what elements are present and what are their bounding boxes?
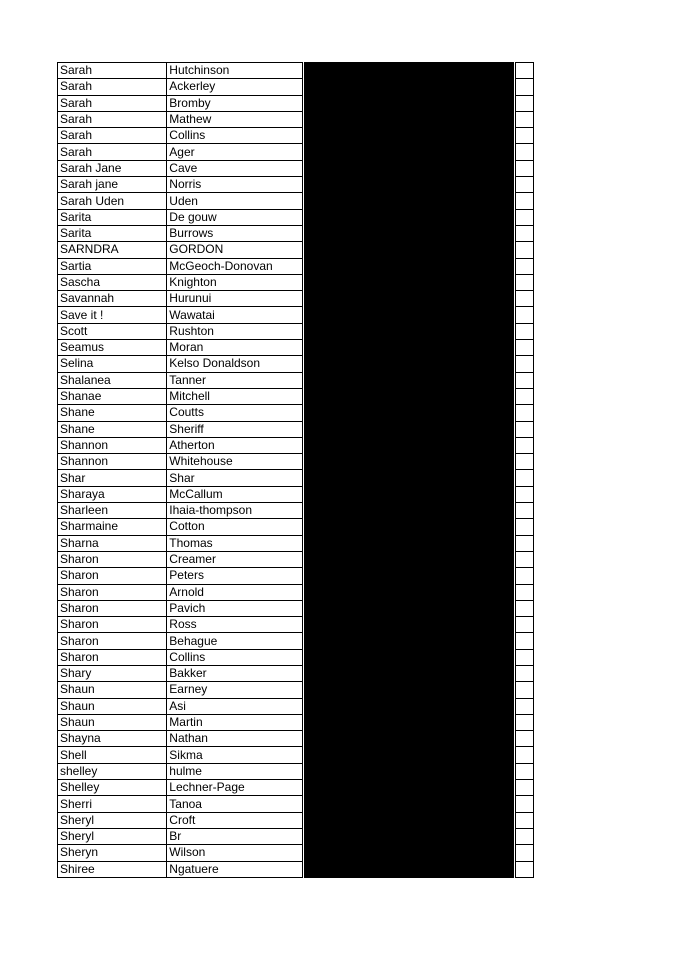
empty-cell: [515, 519, 533, 535]
last-name-cell: Bromby: [167, 95, 303, 111]
last-name-cell: GORDON: [167, 242, 303, 258]
last-name-cell: Creamer: [167, 551, 303, 567]
last-name-cell: Ager: [167, 144, 303, 160]
last-name-cell: Behague: [167, 633, 303, 649]
last-name-cell: Pavich: [167, 600, 303, 616]
last-name-cell: Uden: [167, 193, 303, 209]
first-name-cell: Shalanea: [58, 372, 167, 388]
empty-cell: [515, 551, 533, 567]
first-name-cell: Shell: [58, 747, 167, 763]
empty-cell: [515, 225, 533, 241]
empty-cell: [515, 698, 533, 714]
empty-cell: [515, 437, 533, 453]
first-name-cell: Sharon: [58, 600, 167, 616]
empty-cell: [515, 584, 533, 600]
first-name-cell: Shayna: [58, 731, 167, 747]
last-name-cell: Collins: [167, 649, 303, 665]
last-name-cell: De gouw: [167, 209, 303, 225]
empty-cell: [515, 731, 533, 747]
first-name-cell: Sherri: [58, 796, 167, 812]
first-name-cell: Sharon: [58, 649, 167, 665]
first-name-cell: Sarah Uden: [58, 193, 167, 209]
empty-cell: [515, 291, 533, 307]
first-name-cell: Shannon: [58, 454, 167, 470]
last-name-cell: Martin: [167, 714, 303, 730]
last-name-cell: Cotton: [167, 519, 303, 535]
empty-cell: [515, 649, 533, 665]
first-name-cell: Selina: [58, 356, 167, 372]
first-name-cell: Shaun: [58, 682, 167, 698]
empty-cell: [515, 535, 533, 551]
redaction-block: [304, 62, 514, 878]
first-name-cell: Sharaya: [58, 486, 167, 502]
first-name-cell: Sheryl: [58, 812, 167, 828]
first-name-cell: Sarah: [58, 79, 167, 95]
last-name-cell: Wawatai: [167, 307, 303, 323]
empty-cell: [515, 828, 533, 844]
last-name-cell: Hurunui: [167, 291, 303, 307]
empty-cell: [515, 177, 533, 193]
first-name-cell: Savannah: [58, 291, 167, 307]
last-name-cell: Tanner: [167, 372, 303, 388]
last-name-cell: Whitehouse: [167, 454, 303, 470]
first-name-cell: shelley: [58, 763, 167, 779]
first-name-cell: Sheryn: [58, 845, 167, 861]
last-name-cell: Thomas: [167, 535, 303, 551]
first-name-cell: Scott: [58, 323, 167, 339]
last-name-cell: Peters: [167, 568, 303, 584]
first-name-cell: Shanae: [58, 388, 167, 404]
last-name-cell: Moran: [167, 340, 303, 356]
empty-cell: [515, 633, 533, 649]
first-name-cell: Shary: [58, 665, 167, 681]
last-name-cell: Br: [167, 828, 303, 844]
first-name-cell: Sharon: [58, 568, 167, 584]
first-name-cell: Shane: [58, 405, 167, 421]
empty-cell: [515, 242, 533, 258]
last-name-cell: Nathan: [167, 731, 303, 747]
last-name-cell: McCallum: [167, 486, 303, 502]
first-name-cell: Shaun: [58, 714, 167, 730]
empty-cell: [515, 421, 533, 437]
empty-cell: [515, 861, 533, 877]
last-name-cell: Ihaia-thompson: [167, 503, 303, 519]
first-name-cell: Shar: [58, 470, 167, 486]
empty-cell: [515, 307, 533, 323]
first-name-cell: Sarah: [58, 95, 167, 111]
empty-cell: [515, 503, 533, 519]
last-name-cell: Sikma: [167, 747, 303, 763]
empty-cell: [515, 470, 533, 486]
last-name-cell: Atherton: [167, 437, 303, 453]
last-name-cell: Norris: [167, 177, 303, 193]
first-name-cell: Shannon: [58, 437, 167, 453]
last-name-cell: Earney: [167, 682, 303, 698]
last-name-cell: Shar: [167, 470, 303, 486]
first-name-cell: Sharon: [58, 584, 167, 600]
last-name-cell: Collins: [167, 128, 303, 144]
last-name-cell: Cave: [167, 160, 303, 176]
first-name-cell: SARNDRA: [58, 242, 167, 258]
last-name-cell: Bakker: [167, 665, 303, 681]
first-name-cell: Sharon: [58, 633, 167, 649]
last-name-cell: Coutts: [167, 405, 303, 421]
first-name-cell: Save it !: [58, 307, 167, 323]
empty-cell: [515, 763, 533, 779]
first-name-cell: Sarah: [58, 128, 167, 144]
empty-cell: [515, 111, 533, 127]
first-name-cell: Sartia: [58, 258, 167, 274]
empty-cell: [515, 568, 533, 584]
first-name-cell: Sharon: [58, 617, 167, 633]
empty-cell: [515, 486, 533, 502]
empty-cell: [515, 79, 533, 95]
empty-cell: [515, 405, 533, 421]
empty-cell: [515, 682, 533, 698]
empty-cell: [515, 812, 533, 828]
empty-cell: [515, 747, 533, 763]
empty-cell: [515, 388, 533, 404]
empty-cell: [515, 665, 533, 681]
first-name-cell: Shelley: [58, 780, 167, 796]
last-name-cell: Ackerley: [167, 79, 303, 95]
first-name-cell: Sharna: [58, 535, 167, 551]
first-name-cell: Shaun: [58, 698, 167, 714]
empty-cell: [515, 714, 533, 730]
last-name-cell: Mathew: [167, 111, 303, 127]
last-name-cell: Ross: [167, 617, 303, 633]
last-name-cell: Burrows: [167, 225, 303, 241]
first-name-cell: Sarita: [58, 209, 167, 225]
empty-cell: [515, 796, 533, 812]
empty-cell: [515, 209, 533, 225]
empty-cell: [515, 63, 533, 79]
last-name-cell: McGeoch-Donovan: [167, 258, 303, 274]
first-name-cell: Sarah: [58, 111, 167, 127]
first-name-cell: Seamus: [58, 340, 167, 356]
last-name-cell: Arnold: [167, 584, 303, 600]
empty-cell: [515, 323, 533, 339]
first-name-cell: Sharleen: [58, 503, 167, 519]
first-name-cell: Sharmaine: [58, 519, 167, 535]
first-name-cell: Sarita: [58, 225, 167, 241]
empty-cell: [515, 340, 533, 356]
last-name-cell: Kelso Donaldson: [167, 356, 303, 372]
empty-cell: [515, 780, 533, 796]
empty-cell: [515, 144, 533, 160]
last-name-cell: Asi: [167, 698, 303, 714]
first-name-cell: Sheryl: [58, 828, 167, 844]
empty-cell: [515, 258, 533, 274]
first-name-cell: Sarah: [58, 63, 167, 79]
last-name-cell: Mitchell: [167, 388, 303, 404]
empty-cell: [515, 95, 533, 111]
empty-cell: [515, 274, 533, 290]
last-name-cell: Hutchinson: [167, 63, 303, 79]
last-name-cell: Ngatuere: [167, 861, 303, 877]
empty-cell: [515, 160, 533, 176]
empty-cell: [515, 128, 533, 144]
first-name-cell: Sarah Jane: [58, 160, 167, 176]
last-name-cell: Lechner-Page: [167, 780, 303, 796]
empty-cell: [515, 356, 533, 372]
last-name-cell: hulme: [167, 763, 303, 779]
last-name-cell: Tanoa: [167, 796, 303, 812]
first-name-cell: Sarah jane: [58, 177, 167, 193]
empty-cell: [515, 372, 533, 388]
first-name-cell: Sharon: [58, 551, 167, 567]
empty-cell: [515, 454, 533, 470]
last-name-cell: Sheriff: [167, 421, 303, 437]
empty-cell: [515, 193, 533, 209]
empty-cell: [515, 600, 533, 616]
last-name-cell: Knighton: [167, 274, 303, 290]
empty-cell: [515, 617, 533, 633]
last-name-cell: Croft: [167, 812, 303, 828]
last-name-cell: Rushton: [167, 323, 303, 339]
empty-cell: [515, 845, 533, 861]
last-name-cell: Wilson: [167, 845, 303, 861]
first-name-cell: Sarah: [58, 144, 167, 160]
first-name-cell: Sascha: [58, 274, 167, 290]
first-name-cell: Shane: [58, 421, 167, 437]
first-name-cell: Shiree: [58, 861, 167, 877]
